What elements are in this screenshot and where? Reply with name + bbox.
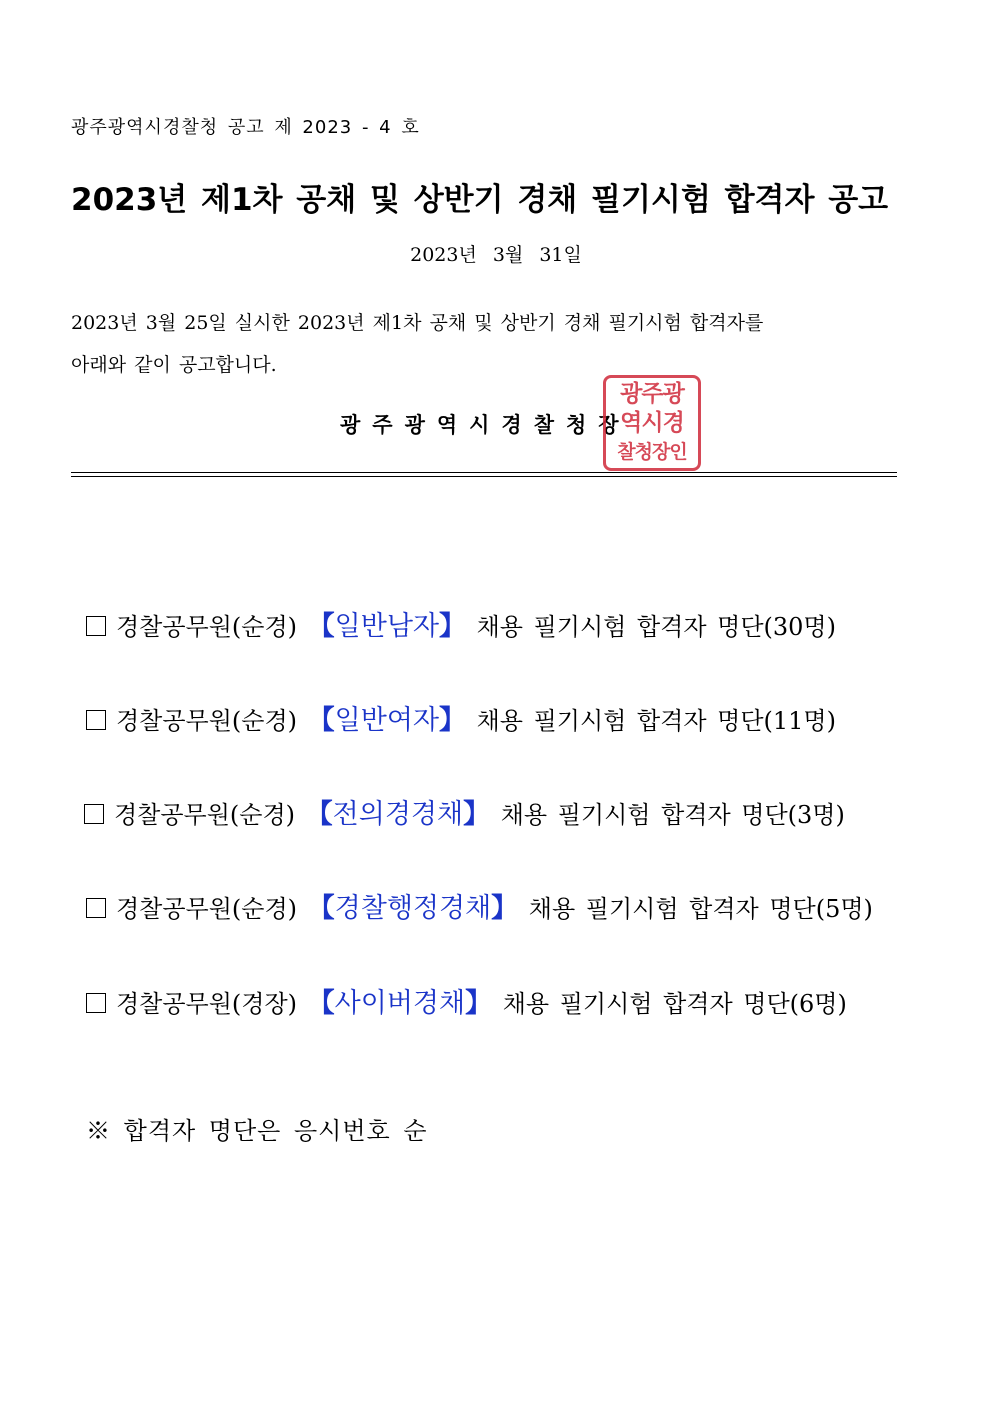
category-label: 전의경경채 — [332, 799, 464, 830]
document-title: 2023년 제1차 공채 및 상반기 경채 필기시험 합격자 공고 — [71, 182, 889, 218]
checkbox-icon — [86, 993, 106, 1013]
item-category — [308, 893, 519, 924]
item-prefix: 경찰공무원(순경) — [116, 613, 298, 641]
category-label: 사이버경채 — [334, 988, 466, 1019]
notice-number: 광주광역시경찰청 공고 제 2023 - 4 호 — [71, 117, 420, 138]
list-item — [84, 792, 845, 831]
footnote: ※ 합격자 명단은 응시번호 순 — [86, 1117, 428, 1145]
item-category — [308, 611, 466, 642]
item-suffix: 채용 필기시험 합격자 명단(30명) — [476, 613, 836, 641]
category-label: 일반남자 — [334, 611, 439, 642]
intro-paragraph — [71, 302, 911, 386]
bracket-open: 【 — [307, 893, 335, 924]
issuer-name: 광주광역시경찰청장 — [340, 413, 631, 437]
intro-line-2: 아래와 같이 공고합니다. — [71, 354, 277, 376]
intro-line-1: 2023년 3월 25일 실시한 2023년 제1차 공채 및 상반기 경채 필기시험 합격자를 — [71, 312, 764, 334]
checkbox-icon — [86, 710, 106, 730]
checkbox-icon — [86, 616, 106, 636]
document-date: 2023년 3월 31일 — [410, 244, 582, 266]
checkbox-icon — [84, 804, 104, 824]
bracket-close: 】 — [438, 705, 466, 736]
list-item — [86, 604, 836, 643]
seal-line-3: 찰청장인 — [617, 440, 687, 463]
list-item — [86, 698, 836, 737]
seal-line-1: 광주광 — [620, 381, 684, 408]
bracket-open: 【 — [305, 799, 333, 830]
bracket-open: 【 — [307, 988, 335, 1019]
double-divider — [71, 472, 897, 477]
seal-line-2: 역시경 — [620, 409, 684, 436]
list-item — [86, 981, 847, 1020]
bracket-open: 【 — [307, 611, 335, 642]
bracket-close: 】 — [491, 893, 519, 924]
category-label: 일반여자 — [334, 705, 439, 736]
item-prefix: 경찰공무원(순경) — [116, 895, 298, 923]
checkbox-icon — [86, 898, 106, 918]
item-suffix: 채용 필기시험 합격자 명단(11명) — [476, 707, 836, 735]
item-category — [308, 705, 466, 736]
item-suffix: 채용 필기시험 합격자 명단(5명) — [528, 895, 873, 923]
item-prefix: 경찰공무원(순경) — [116, 707, 298, 735]
bracket-close: 】 — [438, 611, 466, 642]
item-prefix: 경찰공무원(경장) — [116, 990, 298, 1018]
item-suffix: 채용 필기시험 합격자 명단(6명) — [502, 990, 847, 1018]
bracket-close: 】 — [465, 988, 493, 1019]
bracket-close: 】 — [463, 799, 491, 830]
bracket-open: 【 — [307, 705, 335, 736]
official-seal — [603, 375, 701, 471]
list-item — [86, 886, 873, 925]
item-prefix: 경찰공무원(순경) — [114, 801, 296, 829]
item-category — [308, 988, 492, 1019]
item-category — [306, 799, 490, 830]
item-suffix: 채용 필기시험 합격자 명단(3명) — [500, 801, 845, 829]
category-label: 경찰행정경채 — [334, 893, 492, 924]
